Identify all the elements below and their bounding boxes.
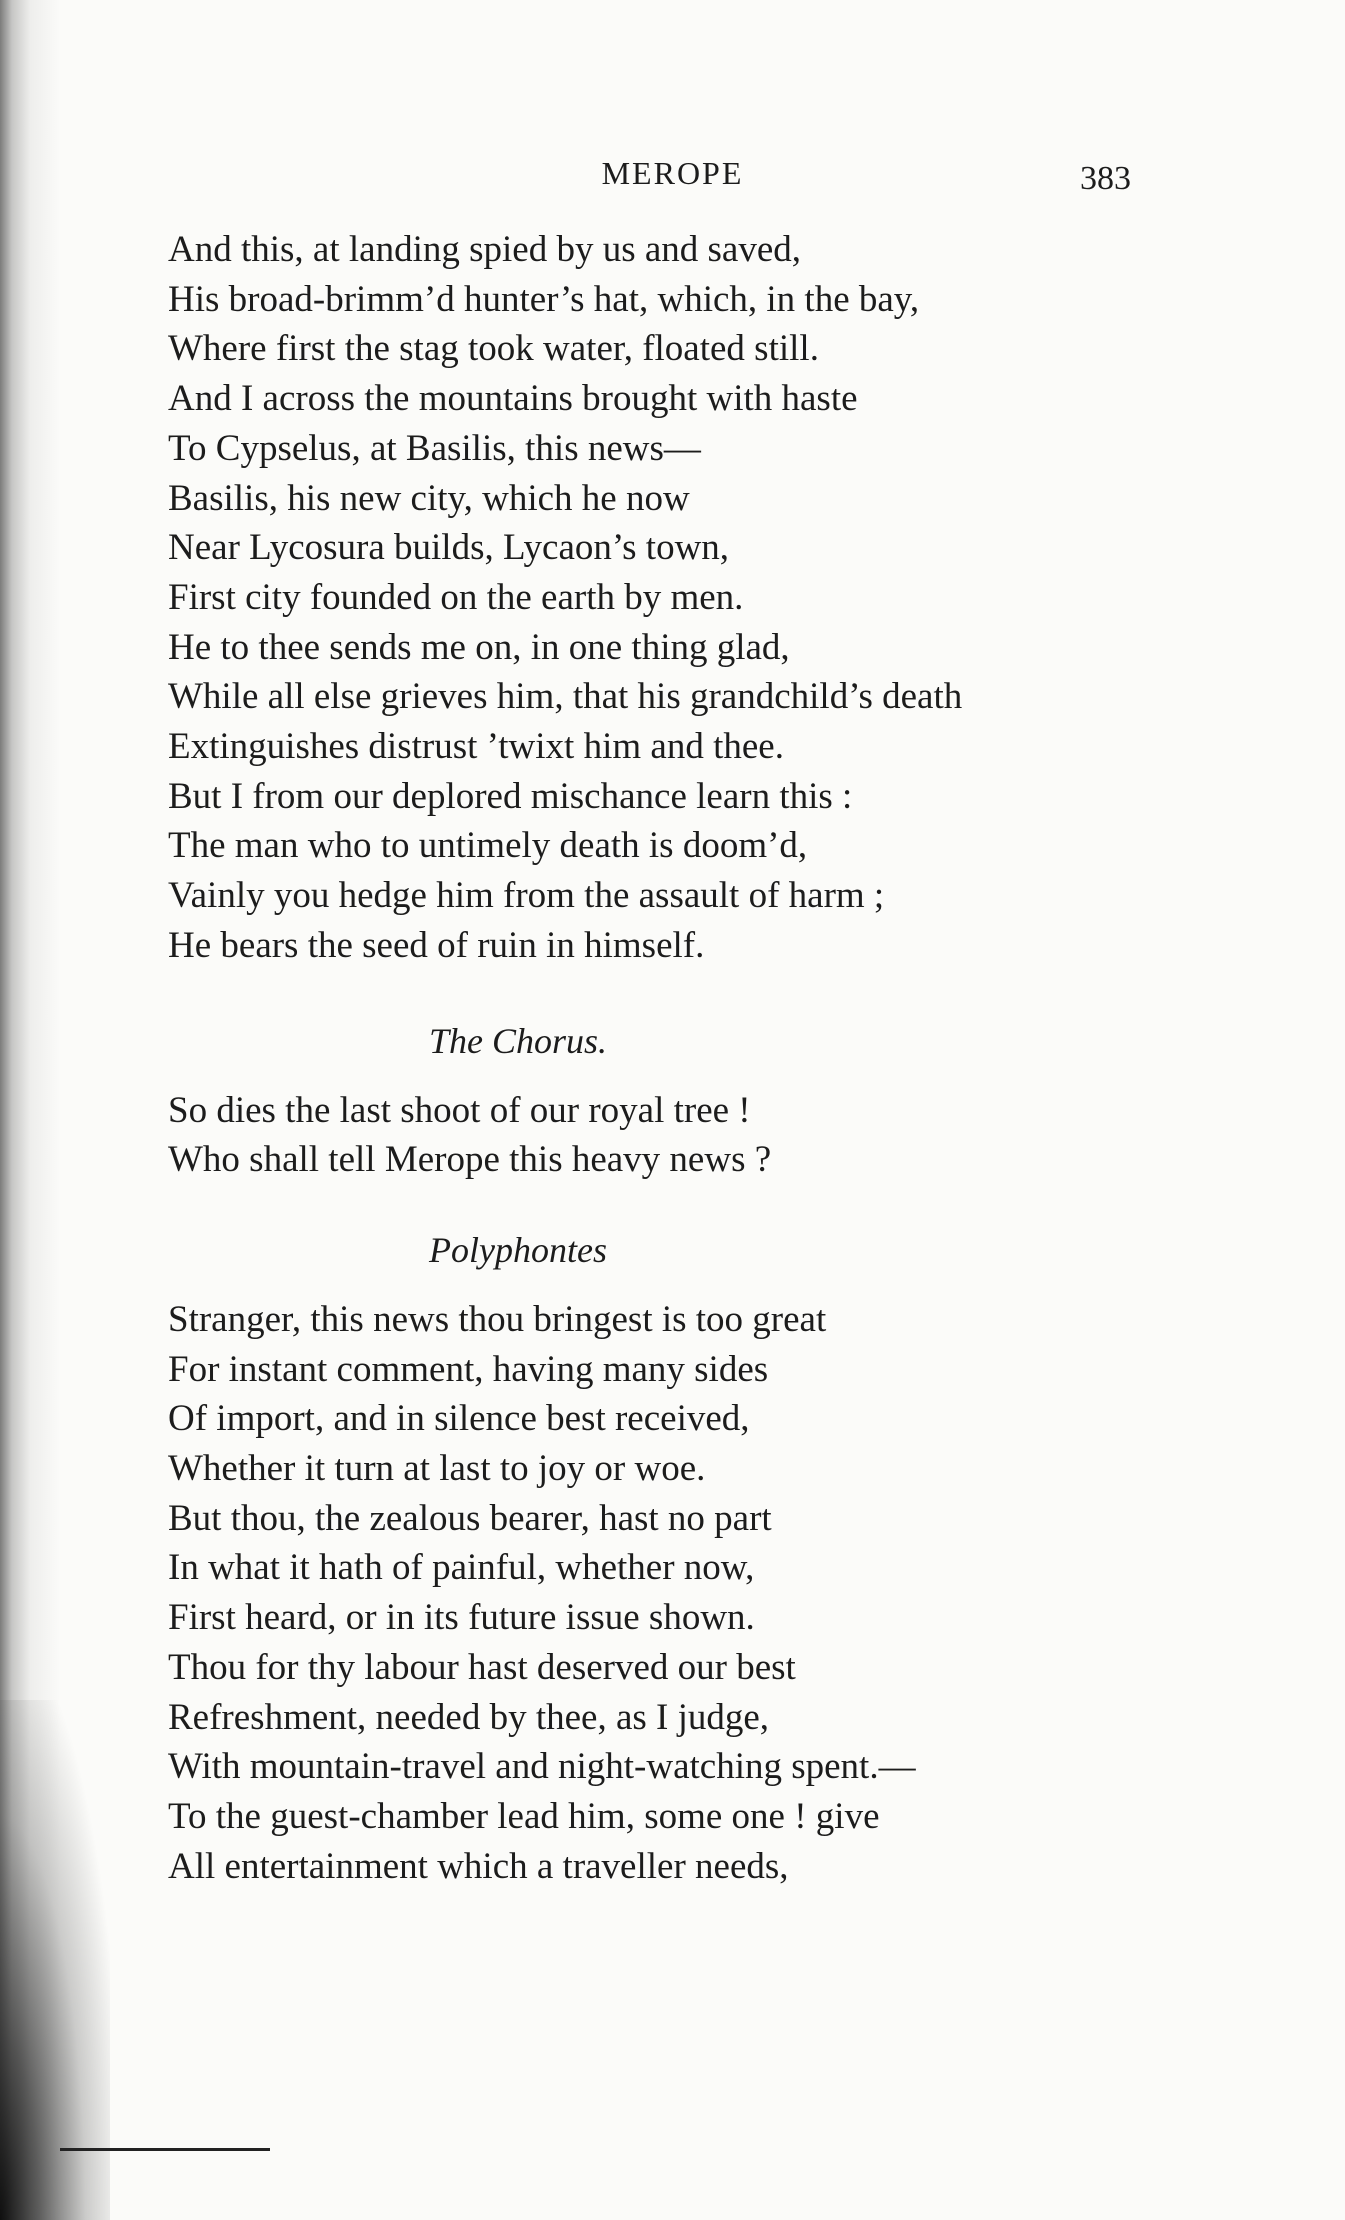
verse-line: Where first the stag took water, floated still. — [168, 328, 819, 370]
poem-text — [168, 225, 1168, 1891]
verse-line: He bears the seed of ruin in himself. — [168, 924, 705, 966]
verse-line: First heard, or in its future issue shown. — [168, 1597, 755, 1639]
verse-line: Basilis, his new city, which he now — [168, 477, 690, 519]
verse-line: In what it hath of painful, whether now, — [168, 1547, 755, 1589]
page-number: 383 — [1080, 160, 1131, 197]
speaker-heading-chorus: The Chorus. — [428, 1020, 608, 1061]
speaker-heading-polyphontes: Polyphontes — [429, 1229, 607, 1270]
verse-line: But I from our deplored mischance learn this : — [168, 775, 853, 817]
verse-line: To Cypselus, at Basilis, this news— — [168, 427, 701, 469]
verse-line: Who shall tell Merope this heavy news ? — [168, 1139, 772, 1181]
verse-line: Near Lycosura builds, Lycaon’s town, — [168, 527, 730, 569]
verse-line: For instant comment, having many sides — [168, 1348, 769, 1390]
verse-line: Vainly you hedge him from the assault of harm ; — [168, 875, 885, 917]
verse-line: All entertainment which a traveller needs, — [168, 1845, 789, 1887]
verse-line: So dies the last shoot of our royal tree ! — [168, 1089, 751, 1131]
chorus-speech — [168, 1086, 1168, 1185]
messenger-speech — [168, 225, 1168, 971]
verse-line: Thou for thy labour hast deserved our best — [168, 1646, 796, 1688]
verse-line: While all else grieves him, that his grandchild’s death — [168, 676, 963, 718]
verse-line: He to thee sends me on, in one thing glad, — [168, 626, 790, 668]
verse-line: Extinguishes distrust ’twixt him and thee. — [168, 726, 784, 768]
verse-line: With mountain-travel and night-watching spent.— — [168, 1746, 916, 1788]
binding-shadow-bottom — [0, 1700, 110, 2220]
verse-line: His broad-brimm’d hunter’s hat, which, in the bay, — [168, 278, 920, 320]
verse-line: Of import, and in silence best received, — [168, 1398, 750, 1440]
verse-line: And I across the mountains brought with haste — [168, 378, 858, 420]
verse-line: Whether it turn at last to joy or woe. — [168, 1448, 706, 1490]
verse-line: And this, at landing spied by us and saved, — [168, 229, 802, 270]
verse-line: To the guest-chamber lead him, some one ! give — [168, 1795, 880, 1837]
verse-line: Refreshment, needed by thee, as I judge, — [168, 1696, 770, 1738]
verse-line: But thou, the zealous bearer, hast no part — [168, 1497, 772, 1539]
verse-line: The man who to untimely death is doom’d, — [168, 825, 808, 867]
polyphontes-speech — [168, 1295, 1168, 1891]
verse-line: Stranger, this news thou bringest is too great — [168, 1298, 827, 1340]
page-edge-line — [60, 2148, 270, 2151]
running-title: MEROPE — [601, 155, 744, 191]
verse-line: First city founded on the earth by men. — [168, 576, 744, 618]
